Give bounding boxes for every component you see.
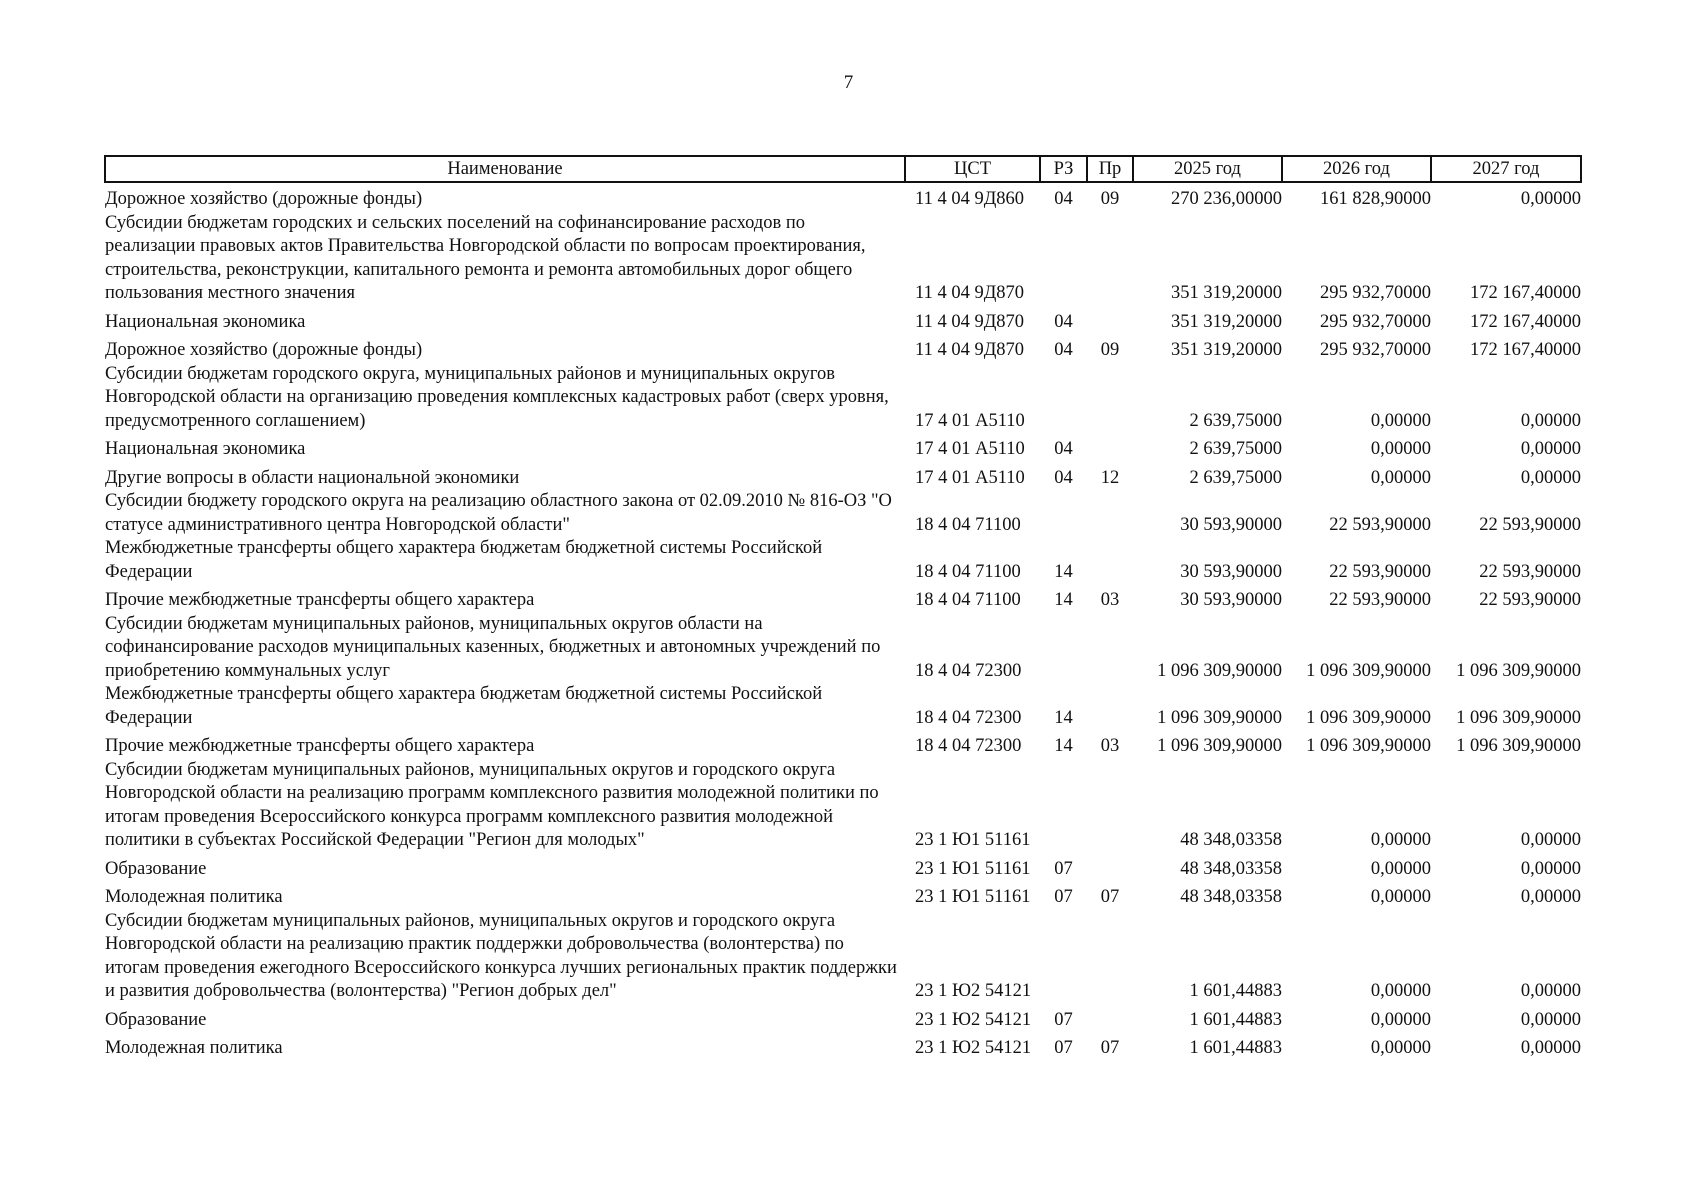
row-2025: 30 593,90000 <box>1180 514 1282 535</box>
row-rz: 07 <box>1054 1038 1073 1058</box>
row-2026: 0,00000 <box>1370 439 1431 459</box>
row-name: Образование <box>105 1009 207 1030</box>
row-2027: 1 096 309,90000 <box>1456 736 1581 756</box>
row-rz: 04 <box>1054 189 1073 209</box>
table-row <box>105 212 1581 306</box>
row-rz: 14 <box>1054 590 1073 610</box>
row-cst: 23 1 Ю1 51161 <box>915 887 1031 907</box>
row-name: Прочие межбюджетные трансферты общего характера <box>105 590 535 610</box>
table-row <box>105 584 1581 613</box>
row-name: Молодежная политика <box>105 887 283 907</box>
row-2026: 22 593,90000 <box>1329 590 1431 610</box>
row-2025: 2 639,75000 <box>1189 467 1282 488</box>
row-cst: 17 4 01 А5110 <box>915 467 1025 488</box>
row-2027: 0,00000 <box>1520 1009 1581 1030</box>
row-2025: 351 319,20000 <box>1171 340 1282 360</box>
row-rz <box>1040 910 1087 1004</box>
table-body <box>105 182 1581 1061</box>
row-name: Образование <box>105 858 207 879</box>
table-row <box>105 1004 1581 1033</box>
row-2025: 48 348,03358 <box>1180 830 1282 850</box>
row-cst: 23 1 Ю1 51161 <box>915 830 1031 850</box>
row-2027: 0,00000 <box>1520 887 1581 907</box>
table-row <box>105 613 1581 684</box>
row-cst: 23 1 Ю2 54121 <box>915 1009 1032 1030</box>
row-2026: 22 593,90000 <box>1329 561 1431 582</box>
row-2025: 1 096 309,90000 <box>1157 736 1282 756</box>
row-rz <box>1040 363 1087 434</box>
row-pr: 09 <box>1100 189 1120 209</box>
row-name: Дорожное хозяйство (дорожные фонды) <box>105 340 423 360</box>
row-name: Субсидии бюджетам муниципальных районов, муниципальных округов и городского округа Новгородской области на реализацию программ комплексного развития молодежной политики по итогам проведения Всероссийского конкурса программ комплексного развития молодежной политики в субъектах Российской Федерации "Регион для молодых" <box>105 759 879 850</box>
row-2026: 0,00000 <box>1370 981 1431 1001</box>
row-2027: 0,00000 <box>1520 981 1581 1001</box>
row-2027: 1 096 309,90000 <box>1456 660 1581 681</box>
header-pr: Пр <box>1087 156 1133 182</box>
row-2026: 295 932,70000 <box>1320 283 1431 303</box>
row-2027: 172 167,40000 <box>1470 340 1581 360</box>
header-2027: 2027 год <box>1431 156 1581 182</box>
row-pr <box>1087 306 1133 335</box>
row-pr <box>1087 433 1133 462</box>
row-2026: 0,00000 <box>1370 467 1431 488</box>
row-name: Субсидии бюджету городского округа на реализацию областного закона от 02.09.2010 № 816-ОЗ "О статусе административного центра Новгородской области" <box>105 491 892 535</box>
row-rz: 07 <box>1054 1009 1073 1030</box>
row-cst: 18 4 04 71100 <box>915 561 1021 582</box>
table-row <box>105 433 1581 462</box>
row-name: Другие вопросы в области национальной экономики <box>105 467 520 488</box>
row-pr: 12 <box>1100 467 1120 488</box>
row-2027: 0,00000 <box>1520 439 1581 459</box>
header-name: Наименование <box>105 156 905 182</box>
page-number: 7 <box>843 72 854 93</box>
row-2026: 22 593,90000 <box>1329 514 1431 535</box>
row-pr <box>1087 363 1133 434</box>
row-rz <box>1040 613 1087 684</box>
row-name: Национальная экономика <box>105 439 306 459</box>
row-2027: 0,00000 <box>1520 410 1581 431</box>
row-rz: 04 <box>1054 439 1073 459</box>
row-2027: 22 593,90000 <box>1479 561 1581 582</box>
row-2025: 48 348,03358 <box>1180 858 1282 879</box>
row-2025: 1 601,44883 <box>1189 981 1282 1001</box>
row-pr: 03 <box>1100 736 1120 756</box>
table-row <box>105 730 1581 759</box>
table-row <box>105 537 1581 584</box>
row-rz: 14 <box>1054 707 1073 728</box>
row-cst: 18 4 04 71100 <box>915 514 1021 535</box>
row-name: Субсидии бюджетам городских и сельских поселений на софинансирование расходов по реализации правовых актов Правительства Новгородской области по вопросам проектирования, строительства, реконструкции, капитального ремонта и ремонта автомобильных дорог общего пользования местного значения <box>105 212 866 303</box>
row-name: Межбюджетные трансферты общего характера бюджетам бюджетной системы Российской Федерации <box>105 684 823 728</box>
row-name: Субсидии бюджетам муниципальных районов, муниципальных округов и городского округа Новгородской области на реализацию практик поддержки добровольчества (волонтерства) по итогам проведения ежегодного Всероссийского конкурса лучших региональных практик поддержки и развития добровольчества (волонтерства) "Регион добрых дел" <box>105 910 897 1001</box>
header-2025: 2025 год <box>1133 156 1282 182</box>
row-2025: 2 639,75000 <box>1189 439 1282 459</box>
row-name: Дорожное хозяйство (дорожные фонды) <box>105 189 423 209</box>
row-2027: 0,00000 <box>1520 189 1581 209</box>
row-pr <box>1087 537 1133 584</box>
row-2027: 0,00000 <box>1520 1038 1581 1058</box>
row-rz: 04 <box>1054 340 1073 360</box>
row-pr <box>1087 910 1133 1004</box>
row-rz <box>1040 490 1087 537</box>
row-2025: 351 319,20000 <box>1171 283 1282 303</box>
row-rz: 04 <box>1054 311 1073 332</box>
row-pr: 07 <box>1100 887 1120 907</box>
row-2026: 0,00000 <box>1370 858 1431 879</box>
row-rz: 07 <box>1054 887 1073 907</box>
row-pr <box>1087 613 1133 684</box>
row-2026: 0,00000 <box>1370 410 1431 431</box>
row-2026: 295 932,70000 <box>1320 340 1431 360</box>
row-pr <box>1087 683 1133 730</box>
row-2026: 0,00000 <box>1370 1038 1431 1058</box>
table-row <box>105 363 1581 434</box>
row-pr <box>1087 490 1133 537</box>
table-row <box>105 182 1581 212</box>
row-2027: 172 167,40000 <box>1470 283 1581 303</box>
table-row <box>105 306 1581 335</box>
row-2027: 22 593,90000 <box>1479 590 1581 610</box>
row-2025: 270 236,00000 <box>1171 189 1282 209</box>
row-2026: 295 932,70000 <box>1320 311 1431 332</box>
row-name: Молодежная политика <box>105 1038 283 1058</box>
row-name: Национальная экономика <box>105 311 306 332</box>
row-pr: 07 <box>1100 1038 1120 1058</box>
row-rz <box>1040 212 1087 306</box>
row-rz: 07 <box>1054 858 1073 879</box>
table-row <box>105 910 1581 1004</box>
row-2025: 1 601,44883 <box>1189 1009 1282 1030</box>
row-pr <box>1087 853 1133 882</box>
row-2025: 1 096 309,90000 <box>1157 660 1282 681</box>
row-2027: 172 167,40000 <box>1470 311 1581 332</box>
row-cst: 11 4 04 9Д860 <box>915 189 1025 209</box>
row-2025: 30 593,90000 <box>1180 561 1282 582</box>
header-2026: 2026 год <box>1282 156 1431 182</box>
budget-table <box>104 155 1582 1061</box>
row-pr <box>1087 1004 1133 1033</box>
row-2027: 0,00000 <box>1520 467 1581 488</box>
table-row <box>105 759 1581 853</box>
row-2027: 1 096 309,90000 <box>1456 707 1581 728</box>
row-2027: 0,00000 <box>1520 830 1581 850</box>
row-2025: 351 319,20000 <box>1171 311 1282 332</box>
table-row <box>105 462 1581 491</box>
row-2026: 0,00000 <box>1370 887 1431 907</box>
table-row <box>105 1032 1581 1061</box>
row-cst: 11 4 04 9Д870 <box>915 311 1025 332</box>
header-cst: ЦСТ <box>905 156 1040 182</box>
row-cst: 18 4 04 72300 <box>915 660 1022 681</box>
table-row <box>105 853 1581 882</box>
header-rz: РЗ <box>1040 156 1087 182</box>
row-2026: 1 096 309,90000 <box>1306 736 1431 756</box>
row-pr <box>1087 759 1133 853</box>
row-cst: 18 4 04 72300 <box>915 736 1022 756</box>
row-cst: 23 1 Ю1 51161 <box>915 858 1031 879</box>
row-2026: 161 828,90000 <box>1320 189 1431 209</box>
row-2026: 0,00000 <box>1370 1009 1431 1030</box>
row-2025: 2 639,75000 <box>1189 410 1282 431</box>
table-row <box>105 881 1581 910</box>
table-row <box>105 490 1581 537</box>
row-cst: 17 4 01 А5110 <box>915 439 1025 459</box>
table-header <box>105 156 1581 182</box>
row-rz: 14 <box>1054 736 1073 756</box>
row-cst: 11 4 04 9Д870 <box>915 340 1025 360</box>
row-2025: 1 096 309,90000 <box>1157 707 1282 728</box>
row-cst: 23 1 Ю2 54121 <box>915 1038 1032 1058</box>
row-cst: 17 4 01 А5110 <box>915 410 1025 431</box>
row-rz: 14 <box>1054 561 1073 582</box>
row-2025: 48 348,03358 <box>1180 887 1282 907</box>
table-row <box>105 683 1581 730</box>
row-2027: 22 593,90000 <box>1479 514 1581 535</box>
row-cst: 11 4 04 9Д870 <box>915 283 1025 303</box>
row-cst: 18 4 04 72300 <box>915 707 1022 728</box>
row-name: Субсидии бюджетам муниципальных районов, муниципальных округов области на софинансирование расходов муниципальных казенных, бюджетных и автономных учреждений по приобретению коммунальных услуг <box>105 613 881 681</box>
row-2025: 1 601,44883 <box>1189 1038 1282 1058</box>
row-name: Прочие межбюджетные трансферты общего характера <box>105 736 535 756</box>
row-2026: 1 096 309,90000 <box>1306 707 1431 728</box>
table-row <box>105 334 1581 363</box>
row-pr: 09 <box>1100 340 1120 360</box>
row-2025: 30 593,90000 <box>1180 590 1282 610</box>
row-pr <box>1087 212 1133 306</box>
row-rz: 04 <box>1054 467 1073 488</box>
row-name: Межбюджетные трансферты общего характера бюджетам бюджетной системы Российской Федерации <box>105 538 823 582</box>
row-2027: 0,00000 <box>1520 858 1581 879</box>
row-rz <box>1040 759 1087 853</box>
row-cst: 18 4 04 71100 <box>915 590 1021 610</box>
header-row <box>105 156 1581 182</box>
row-name: Субсидии бюджетам городского округа, муниципальных районов и муниципальных округов Новгородской области на организацию проведения комплексных кадастровых работ (сверх уровня, предусмотренного соглашением) <box>105 363 889 431</box>
row-2026: 0,00000 <box>1370 830 1431 850</box>
row-cst: 23 1 Ю2 54121 <box>915 981 1032 1001</box>
row-2026: 1 096 309,90000 <box>1306 660 1431 681</box>
row-pr: 03 <box>1100 590 1120 610</box>
